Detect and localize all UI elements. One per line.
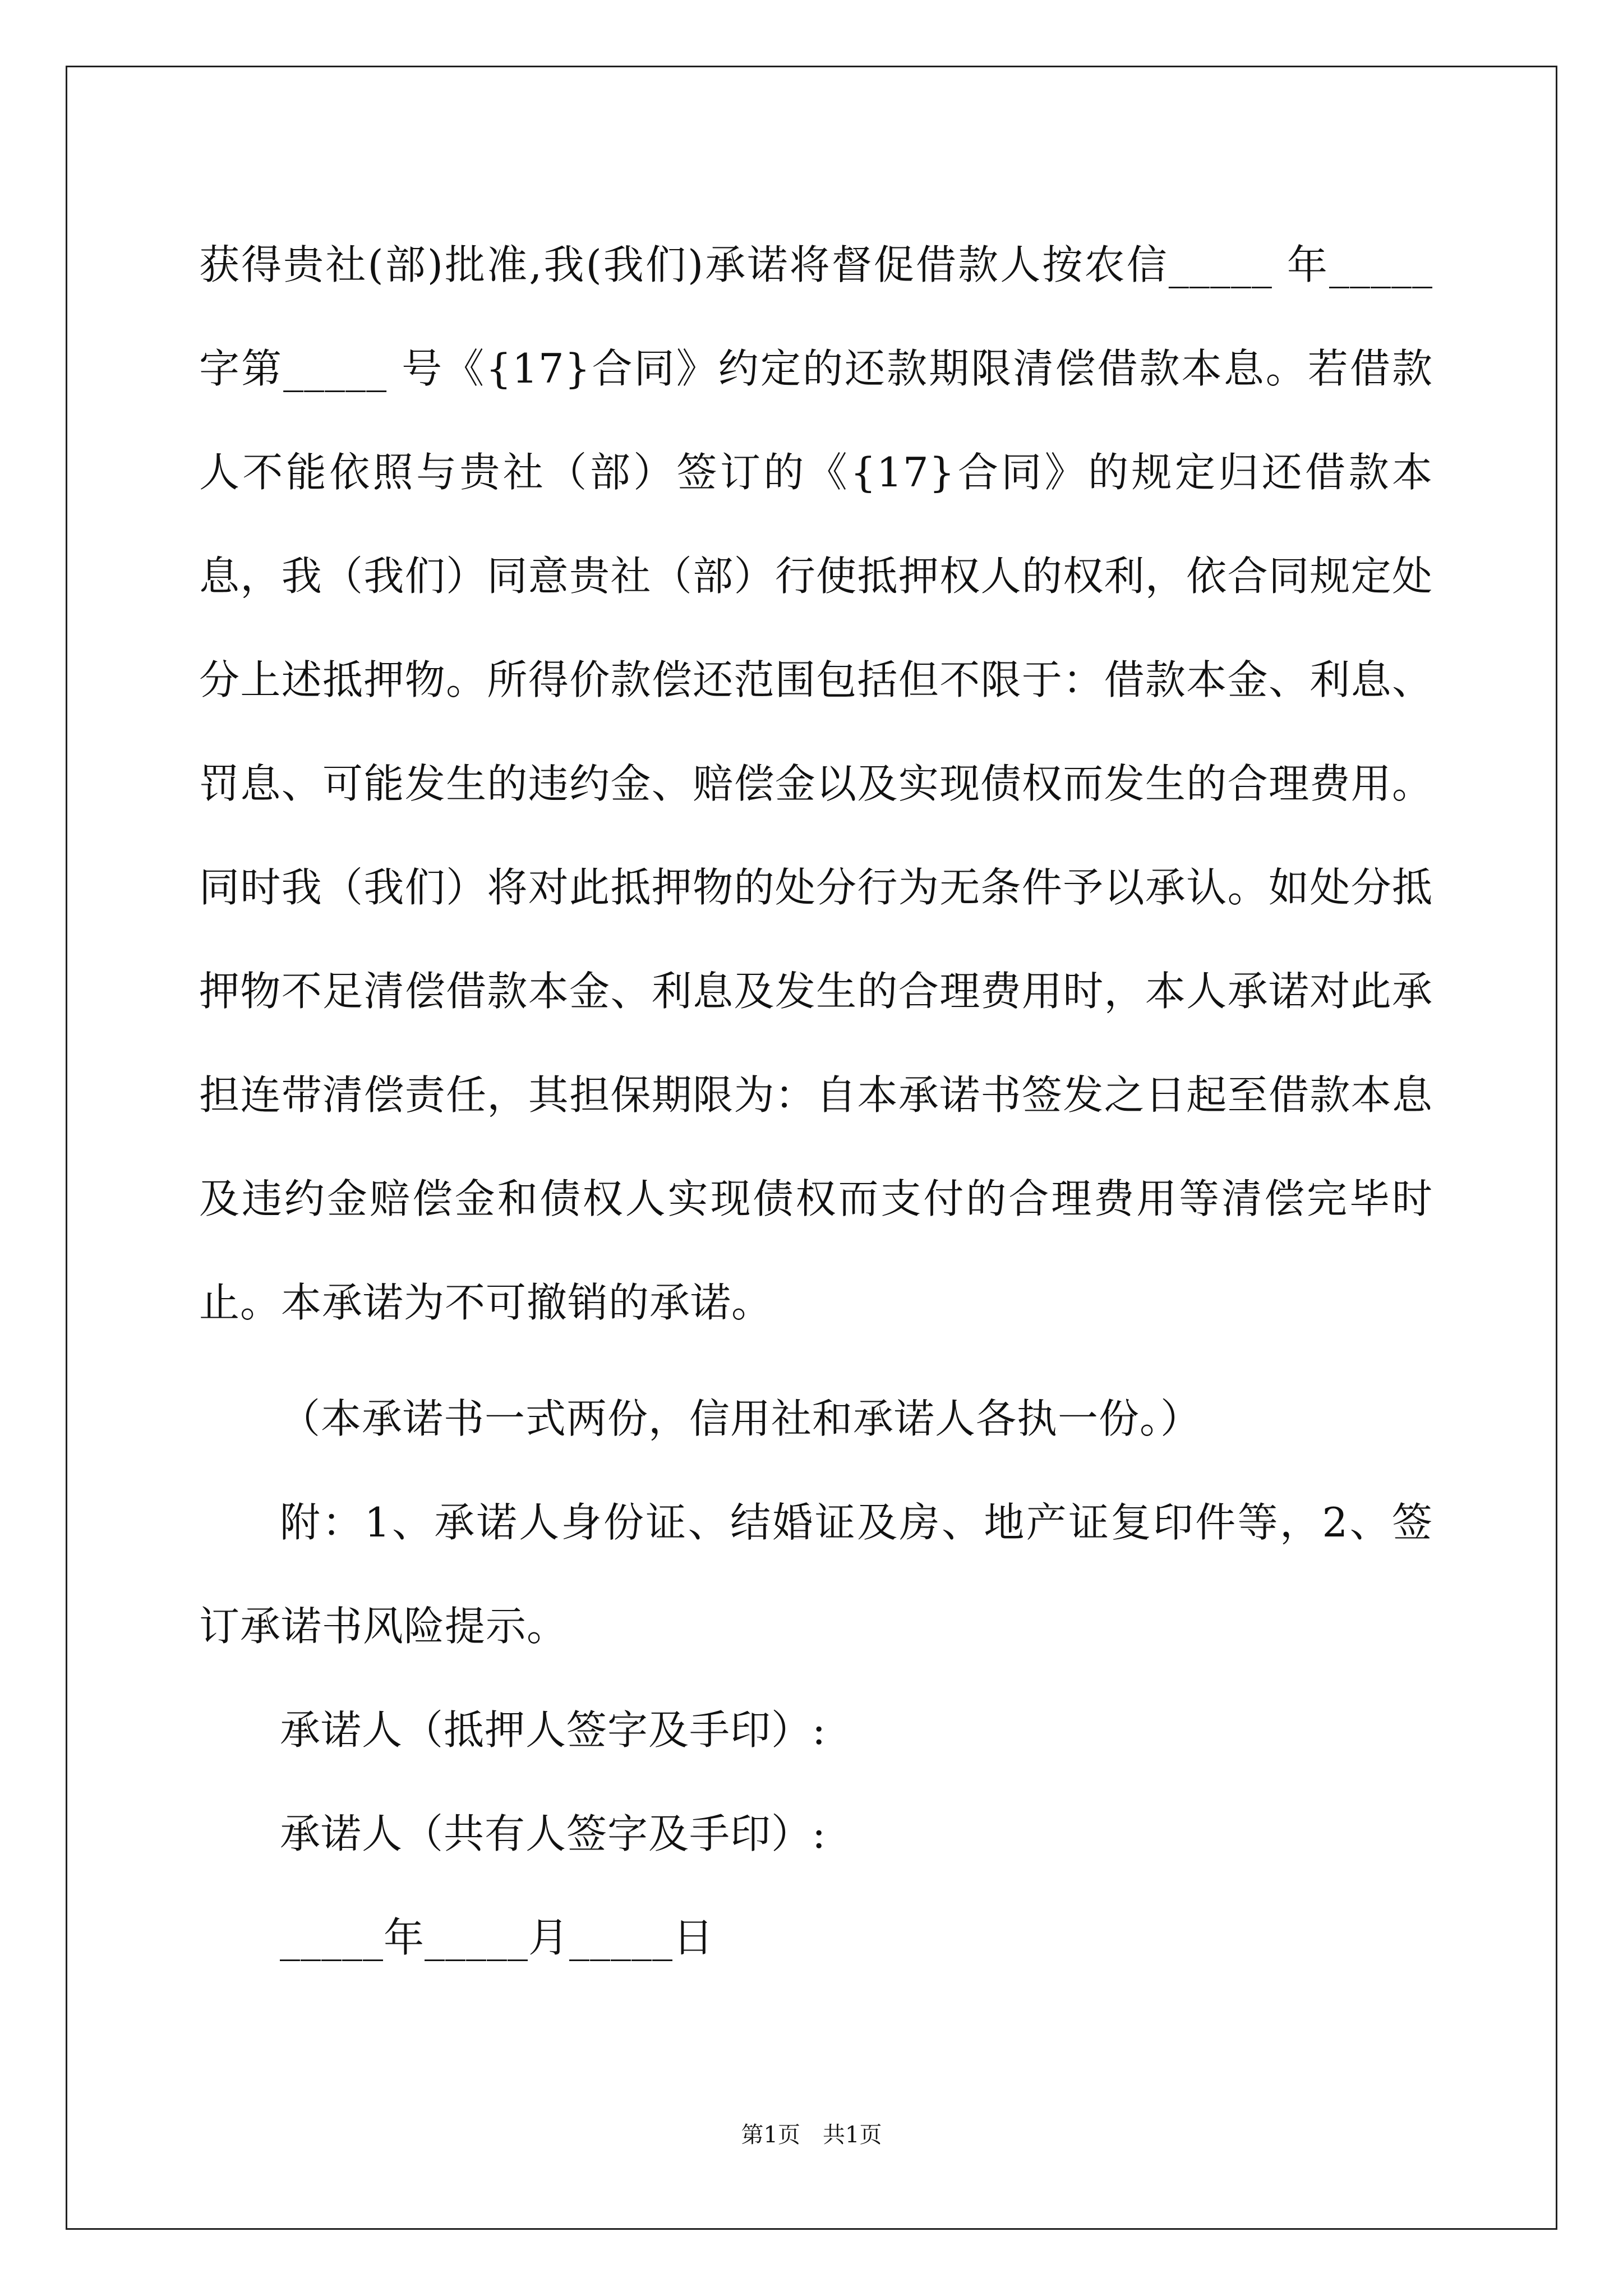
date-line: _____年_____月_____日: [280, 1914, 714, 1961]
signer-mortgagor-line: 承诺人（抵押人签字及手印）:: [280, 1706, 827, 1754]
main-paragraph: 获得贵社(部)批准,我(我们)承诺将督促借款人按农信_____ 年_____字第_____ 号《{17}合同》约定的还款期限清偿借款本息。若借款人不能依照与贵社（部）签订的《{17}合同》的规定归还借款本息，我（我们）同意贵社（部）行使抵押权人的权利，依合同规定处分上述抵押物。所得价款偿还范围包括但不限于：借款本金、利息、罚息、可能发生的违约金、赔偿金以及实现债权而发生的合理费用。同时我（我们）将对此抵押物的处分行为无条件予以承认。如处分抵押物不足清偿借款本金、利息及发生的合理费用时，本人承诺对此承担连带清偿责任，其担保期限为：自本承诺书签发之日起至借款本息及违约金赔偿金和债权人实现债权而支付的合理费用等清偿完毕时止。本承诺为不可撤销的承诺。: [199, 241, 1433, 1326]
copies-note: （本承诺书一式两份，信用社和承诺人各执一份。）: [280, 1395, 1202, 1442]
signer-coowner-line: 承诺人（共有人签字及手印）:: [280, 1810, 827, 1857]
attachment-note: 附：1、承诺人身份证、结婚证及房、地产证复印件等，2、签订承诺书风险提示。: [199, 1499, 1433, 1650]
document-body: [199, 213, 1433, 1990]
page-footer: [0, 2122, 1623, 2148]
page-number-current: 第1页: [741, 2122, 800, 2148]
page-number-total: 共1页: [823, 2122, 882, 2148]
